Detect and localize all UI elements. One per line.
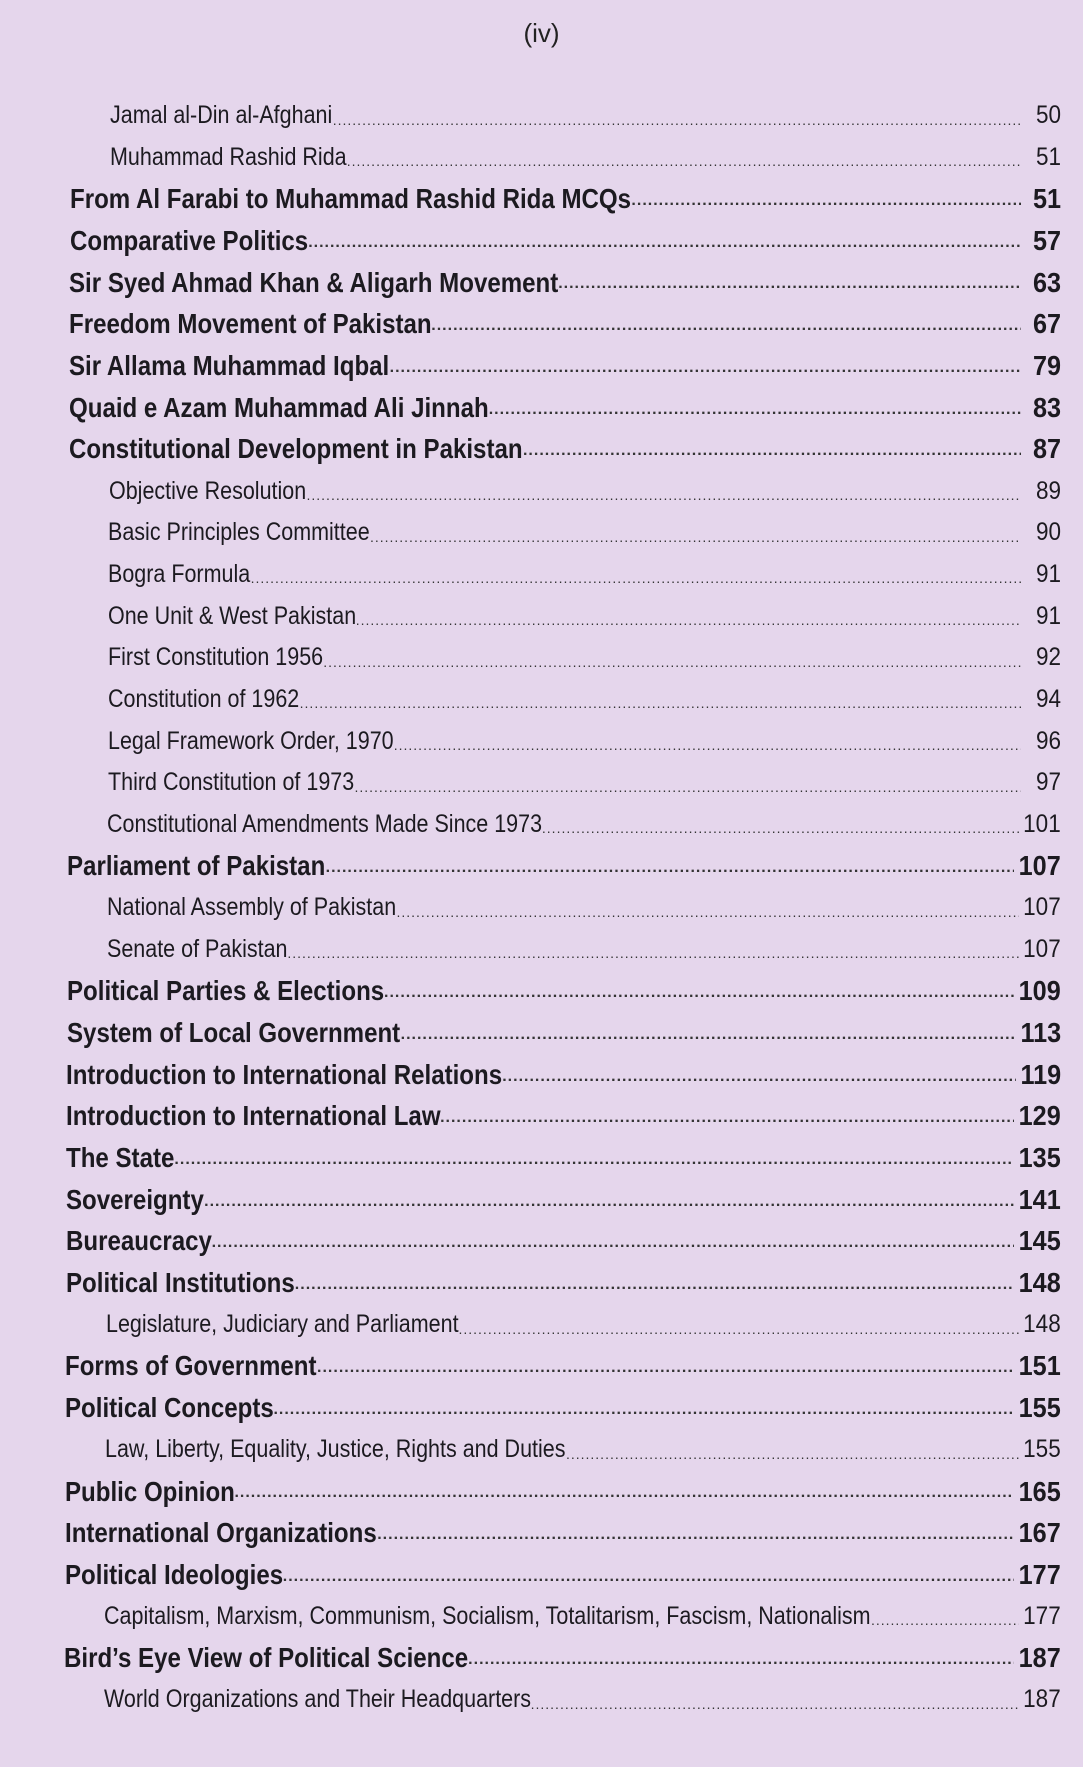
dot-leader bbox=[308, 234, 1021, 252]
dot-leader bbox=[489, 401, 1021, 419]
toc-title: Basic Principles Committee bbox=[108, 518, 370, 547]
dot-leader bbox=[468, 1651, 1014, 1669]
toc-page-number: 145 bbox=[1018, 1225, 1061, 1257]
dot-leader bbox=[356, 612, 1021, 628]
toc-title: Public Opinion bbox=[65, 1475, 235, 1507]
dot-leader bbox=[317, 1359, 1014, 1377]
toc-title: Political Concepts bbox=[65, 1392, 274, 1424]
dot-leader bbox=[251, 570, 1021, 586]
toc-title: Senate of Pakistan bbox=[107, 935, 288, 964]
toc-subentry bbox=[108, 554, 1061, 596]
dot-leader bbox=[390, 359, 1021, 377]
toc-title: Capitalism, Marxism, Communism, Socialism, Totalitarism, Fascism, Nationalism bbox=[104, 1602, 871, 1631]
dot-leader bbox=[523, 442, 1021, 460]
toc-subentry bbox=[104, 1596, 1061, 1638]
dot-leader bbox=[558, 275, 1021, 293]
toc-title: Parliament of Pakistan bbox=[67, 850, 326, 882]
toc-subentry bbox=[107, 887, 1061, 929]
toc-entry bbox=[70, 178, 1061, 220]
toc-page-number: 151 bbox=[1018, 1350, 1061, 1382]
dot-leader bbox=[300, 695, 1021, 711]
toc-page-number: 187 bbox=[1023, 1685, 1061, 1714]
toc-entry bbox=[69, 345, 1061, 387]
toc-page-number: 91 bbox=[1035, 559, 1061, 588]
dot-leader bbox=[307, 487, 1022, 503]
toc-entry bbox=[66, 1221, 1061, 1263]
toc-title: Constitutional Amendments Made Since 1973 bbox=[107, 810, 543, 839]
toc-title: The State bbox=[66, 1142, 175, 1174]
toc-entry bbox=[66, 1054, 1061, 1096]
toc-page-number: 51 bbox=[1032, 183, 1061, 215]
dot-leader bbox=[204, 1193, 1014, 1211]
toc-entry bbox=[65, 1387, 1061, 1429]
dot-leader bbox=[283, 1568, 1015, 1586]
toc-subentry bbox=[108, 679, 1061, 721]
toc-page-number: 165 bbox=[1018, 1475, 1061, 1507]
toc-page-number: 101 bbox=[1023, 810, 1061, 839]
toc-page-number: 94 bbox=[1035, 684, 1061, 713]
dot-leader bbox=[354, 779, 1021, 795]
dot-leader bbox=[234, 1484, 1014, 1502]
toc-page-number: 107 bbox=[1023, 893, 1061, 922]
toc-title: First Constitution 1956 bbox=[108, 643, 324, 672]
toc-entry bbox=[69, 303, 1061, 345]
toc-title: World Organizations and Their Headquarters bbox=[104, 1685, 532, 1714]
toc-title: Freedom Movement of Pakistan bbox=[69, 308, 432, 340]
toc-title: Constitution of 1962 bbox=[108, 684, 300, 713]
toc-title: Legal Framework Order, 1970 bbox=[108, 726, 394, 755]
dot-leader bbox=[531, 1696, 1020, 1712]
toc-subentry bbox=[107, 929, 1061, 971]
toc-subentry bbox=[106, 1304, 1061, 1346]
dot-leader bbox=[273, 1401, 1014, 1419]
toc-entry bbox=[70, 220, 1061, 262]
toc-title: Bogra Formula bbox=[108, 559, 251, 588]
dot-leader bbox=[384, 984, 1014, 1002]
toc-title: Bird’s Eye View of Political Science bbox=[64, 1642, 469, 1674]
dot-leader bbox=[377, 1526, 1014, 1544]
toc-page-number: 119 bbox=[1020, 1058, 1061, 1090]
toc-page-number: 97 bbox=[1035, 768, 1061, 797]
toc-title: Introduction to International Relations bbox=[66, 1058, 503, 1090]
dot-leader bbox=[431, 317, 1021, 335]
dot-leader bbox=[174, 1151, 1014, 1169]
toc-page-number: 79 bbox=[1032, 349, 1061, 381]
dot-leader bbox=[401, 1026, 1016, 1044]
dot-leader bbox=[631, 192, 1021, 210]
toc-title: Sir Syed Ahmad Khan & Aligarh Movement bbox=[69, 266, 559, 298]
toc-entry bbox=[64, 1637, 1061, 1679]
toc-subentry bbox=[108, 762, 1061, 804]
toc-page-number: 177 bbox=[1023, 1602, 1061, 1631]
toc-title: Objective Resolution bbox=[109, 476, 307, 505]
toc-page-number: 148 bbox=[1018, 1267, 1061, 1299]
toc-title: Legislature, Judiciary and Parliament bbox=[106, 1310, 459, 1339]
toc-entry bbox=[67, 970, 1061, 1012]
toc-page-number: 51 bbox=[1035, 143, 1061, 172]
toc-page-number: 177 bbox=[1018, 1558, 1061, 1590]
dot-leader bbox=[370, 529, 1021, 545]
dot-leader bbox=[326, 859, 1015, 877]
dot-leader bbox=[212, 1234, 1015, 1252]
toc-title: National Assembly of Pakistan bbox=[107, 893, 397, 922]
toc-title: Third Constitution of 1973 bbox=[108, 768, 355, 797]
toc-title: Political Parties & Elections bbox=[67, 975, 385, 1007]
toc-page-number: 129 bbox=[1018, 1100, 1061, 1132]
toc-entry bbox=[69, 262, 1061, 304]
toc-page-number: 107 bbox=[1023, 935, 1061, 964]
dot-leader bbox=[542, 820, 1019, 836]
toc-subentry bbox=[110, 137, 1061, 179]
toc-title: Law, Liberty, Equality, Justice, Rights and Duties bbox=[105, 1435, 566, 1464]
toc-title: Comparative Politics bbox=[70, 224, 309, 256]
toc-subentry bbox=[109, 470, 1061, 512]
toc-page-number: 83 bbox=[1032, 391, 1061, 423]
toc-title: International Organizations bbox=[65, 1517, 377, 1549]
toc-page-number: 155 bbox=[1023, 1435, 1061, 1464]
page-number-header: (iv) bbox=[523, 18, 560, 48]
toc-subentry bbox=[108, 720, 1061, 762]
toc-page-number: 92 bbox=[1035, 643, 1061, 672]
toc-page-number: 63 bbox=[1032, 266, 1061, 298]
dot-leader bbox=[394, 737, 1021, 753]
toc-page-number: 57 bbox=[1032, 224, 1061, 256]
toc-page-number: 96 bbox=[1035, 726, 1061, 755]
toc-title: Sir Allama Muhammad Iqbal bbox=[69, 349, 390, 381]
toc-entry bbox=[65, 1471, 1061, 1513]
dot-leader bbox=[871, 1612, 1019, 1628]
dot-leader bbox=[566, 1446, 1019, 1462]
toc-entry bbox=[67, 845, 1061, 887]
toc-page-number: 135 bbox=[1018, 1142, 1061, 1174]
toc-subentry bbox=[108, 637, 1061, 679]
toc-page-number: 50 bbox=[1035, 101, 1061, 130]
dot-leader bbox=[458, 1321, 1019, 1337]
toc-title: Forms of Government bbox=[65, 1350, 317, 1382]
toc-subentry bbox=[107, 804, 1061, 846]
toc-page-number: 109 bbox=[1018, 975, 1061, 1007]
dot-leader bbox=[347, 153, 1021, 169]
toc-page-number: 90 bbox=[1035, 518, 1061, 547]
toc-entry bbox=[66, 1262, 1061, 1304]
toc-title: Sovereignty bbox=[66, 1183, 204, 1215]
toc-entry bbox=[67, 1012, 1061, 1054]
toc-page-number: 148 bbox=[1023, 1310, 1061, 1339]
toc-entry bbox=[69, 387, 1061, 429]
toc-subentry bbox=[108, 595, 1061, 637]
toc-subentry bbox=[108, 512, 1061, 554]
toc-subentry bbox=[105, 1429, 1061, 1471]
toc-title: Bureaucracy bbox=[66, 1225, 212, 1257]
dot-leader bbox=[323, 654, 1021, 670]
dot-leader bbox=[287, 945, 1019, 961]
toc-page-number: 167 bbox=[1018, 1517, 1061, 1549]
toc-title: Introduction to International Law bbox=[66, 1100, 441, 1132]
dot-leader bbox=[295, 1276, 1014, 1294]
dot-leader bbox=[440, 1109, 1014, 1127]
toc-page-number: 155 bbox=[1018, 1392, 1061, 1424]
toc-entry bbox=[66, 1179, 1061, 1221]
toc-entry bbox=[69, 429, 1061, 471]
toc-title: Quaid e Azam Muhammad Ali Jinnah bbox=[69, 391, 489, 423]
toc-title: Jamal al-Din al-Afghani bbox=[110, 101, 333, 130]
toc-entry bbox=[66, 1096, 1061, 1138]
toc-page-number: 89 bbox=[1035, 476, 1061, 505]
toc-page-number: 113 bbox=[1020, 1016, 1061, 1048]
toc-title: Constitutional Development in Pakistan bbox=[69, 433, 523, 465]
toc-subentry bbox=[110, 95, 1061, 137]
toc-page-number: 141 bbox=[1018, 1183, 1061, 1215]
toc-entry bbox=[66, 1137, 1061, 1179]
toc-entry bbox=[65, 1512, 1061, 1554]
dot-leader bbox=[333, 112, 1021, 128]
toc-title: One Unit & West Pakistan bbox=[108, 601, 357, 630]
toc-title: From Al Farabi to Muhammad Rashid Rida MCQs bbox=[70, 183, 632, 215]
table-of-contents bbox=[0, 95, 1083, 1721]
toc-title: Political Institutions bbox=[66, 1267, 295, 1299]
toc-page-number: 67 bbox=[1032, 308, 1061, 340]
toc-page-number: 87 bbox=[1032, 433, 1061, 465]
toc-page-number: 187 bbox=[1018, 1642, 1061, 1674]
toc-entry bbox=[65, 1346, 1061, 1388]
dot-leader bbox=[502, 1068, 1016, 1086]
toc-title: Political Ideologies bbox=[65, 1558, 284, 1590]
toc-title: Muhammad Rashid Rida bbox=[110, 143, 347, 172]
toc-entry bbox=[65, 1554, 1061, 1596]
dot-leader bbox=[396, 904, 1019, 920]
toc-page-number: 107 bbox=[1018, 850, 1061, 882]
toc-title: System of Local Government bbox=[67, 1016, 401, 1048]
toc-subentry bbox=[104, 1679, 1061, 1721]
toc-page-number: 91 bbox=[1035, 601, 1061, 630]
